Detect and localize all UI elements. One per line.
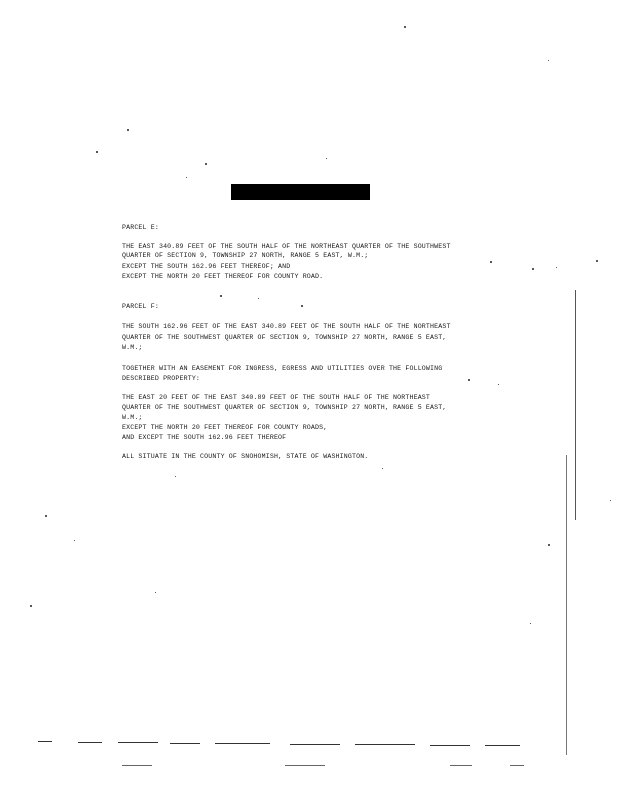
easement-line: DESCRIBED PROPERTY: (122, 375, 201, 382)
easement-line: TOGETHER WITH AN EASEMENT FOR INGRESS, EGRESS AND UTILITIES OVER THE FOLLOWING (122, 365, 443, 372)
easement-desc-line: EXCEPT THE NORTH 20 FEET THEREOF FOR COUNTY ROADS, (122, 424, 328, 431)
scan-speck (30, 605, 32, 607)
scan-speck (548, 544, 550, 546)
scan-speck (155, 592, 156, 593)
scan-dash (510, 765, 524, 766)
scan-dash (215, 743, 270, 744)
scan-dash (450, 765, 472, 766)
scan-dash (355, 744, 415, 745)
parcel-e-heading: PARCEL E: (122, 224, 159, 231)
parcel-f-heading: PARCEL F: (122, 303, 159, 310)
scan-speck (382, 468, 383, 469)
scan-dash (118, 742, 158, 743)
scan-speck (556, 267, 557, 268)
scan-speck (404, 26, 406, 28)
scan-edge-line (566, 455, 567, 755)
scan-dash (78, 742, 102, 743)
scan-edge-line (575, 290, 576, 520)
parcel-e-line: EXCEPT THE SOUTH 162.96 FEET THEREOF; AND (122, 263, 291, 270)
scan-dash (122, 765, 152, 766)
parcel-f-line: QUARTER OF THE SOUTHWEST QUARTER OF SECTION 9, TOWNSHIP 27 NORTH, RANGE 5 EAST, (122, 334, 447, 341)
scan-speck (301, 305, 303, 307)
scan-dash (170, 743, 200, 744)
scan-speck (596, 260, 598, 262)
easement-desc-line: AND EXCEPT THE SOUTH 162.96 FEET THEREOF (122, 434, 287, 441)
scan-speck (96, 151, 98, 153)
parcel-f-line: W.M.; (122, 344, 143, 351)
scan-speck (548, 60, 549, 61)
scan-speck (186, 177, 187, 178)
easement-desc-line: W.M.; (122, 414, 143, 421)
scan-speck (468, 379, 470, 381)
parcel-f-line: THE SOUTH 162.96 FEET OF THE EAST 340.89 FEET OF THE SOUTH HALF OF THE NORTHEAST (122, 323, 451, 330)
scan-speck (220, 295, 222, 297)
scan-speck (127, 129, 129, 131)
scan-dash (38, 741, 52, 742)
easement-desc-line: QUARTER OF THE SOUTHWEST QUARTER OF SECTION 9, TOWNSHIP 27 NORTH, RANGE 5 EAST, (122, 404, 447, 411)
scan-speck (326, 158, 327, 159)
scan-dash (430, 745, 470, 746)
scan-speck (610, 500, 611, 501)
situate-line: ALL SITUATE IN THE COUNTY OF SNOHOMISH, STATE OF WASHINGTON. (122, 453, 369, 460)
scan-speck (532, 268, 534, 270)
scan-speck (498, 384, 499, 385)
scan-speck (530, 623, 531, 624)
scan-speck (45, 515, 47, 517)
scan-speck (258, 298, 259, 299)
scan-speck (175, 476, 176, 477)
scan-dash (285, 765, 325, 766)
redaction-bar (231, 184, 370, 200)
parcel-e-line: THE EAST 340.89 FEET OF THE SOUTH HALF OF THE NORTHEAST QUARTER OF THE SOUTHWEST (122, 243, 451, 250)
scan-speck (205, 163, 207, 165)
scan-dash (290, 744, 340, 745)
scan-dash (485, 745, 520, 746)
scan-speck (74, 540, 75, 541)
easement-desc-line: THE EAST 20 FEET OF THE EAST 340.89 FEET OF THE SOUTH HALF OF THE NORTHEAST (122, 394, 431, 401)
parcel-e-line: EXCEPT THE NORTH 20 FEET THEREOF FOR COUNTY ROAD. (122, 273, 324, 280)
scan-speck (490, 261, 492, 263)
parcel-e-line: QUARTER OF SECTION 9, TOWNSHIP 27 NORTH, RANGE 5 EAST, W.M.; (122, 252, 369, 259)
